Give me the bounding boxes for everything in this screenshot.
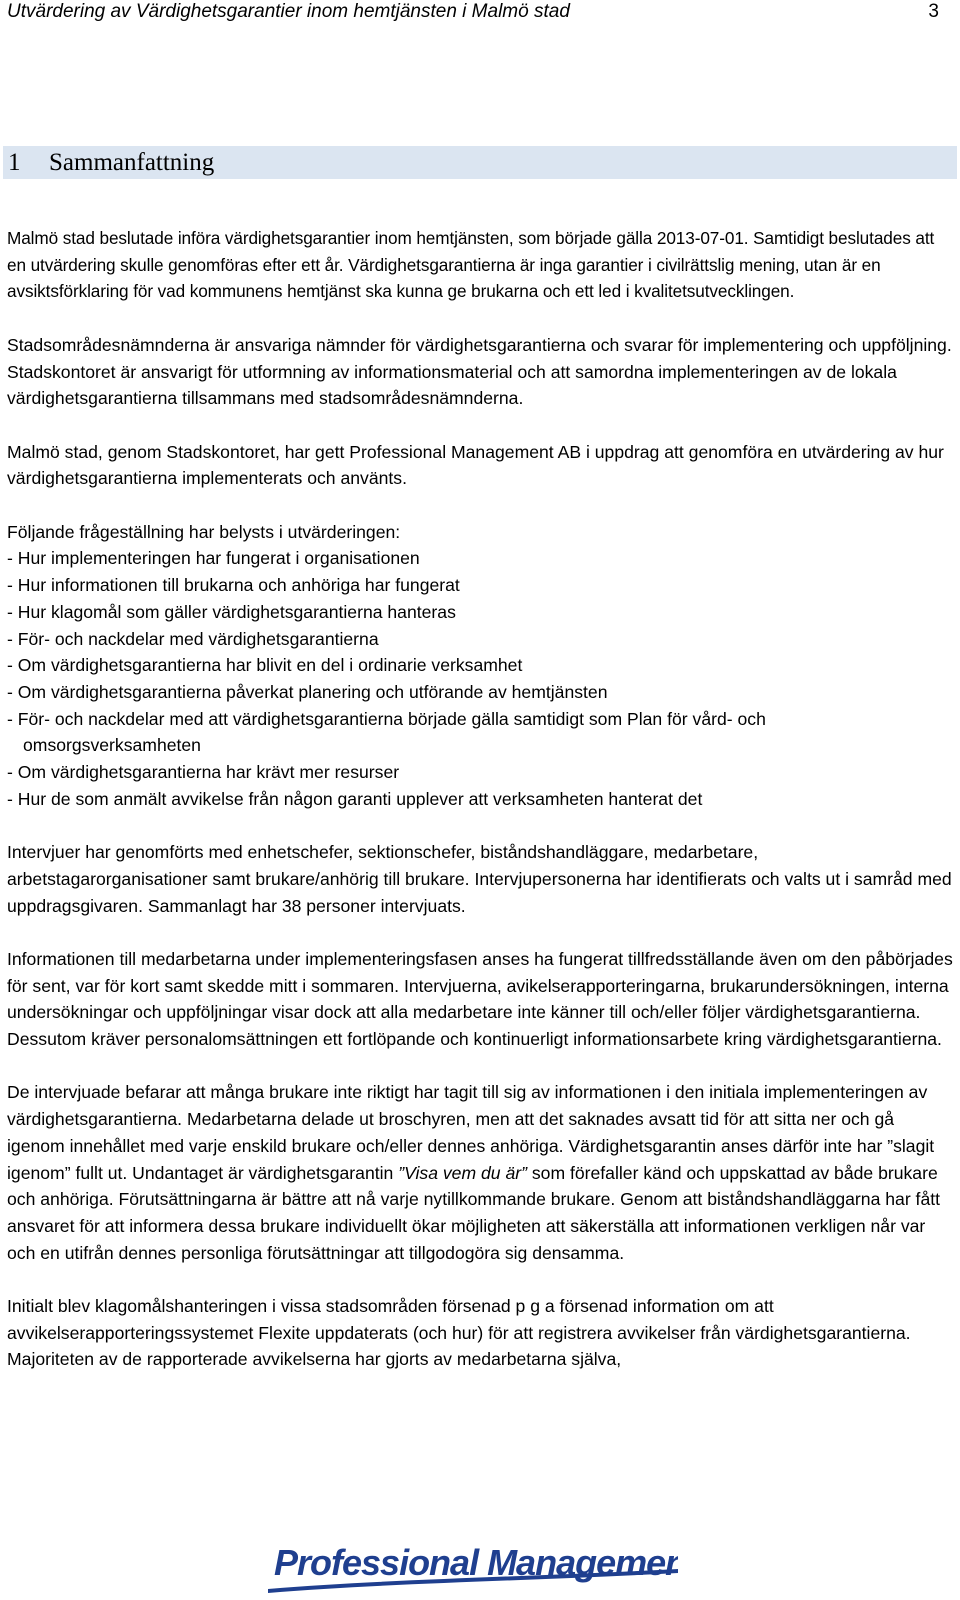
section-number: 1 <box>8 149 21 176</box>
paragraph-intro: Malmö stad beslutade införa värdighetsgarantier inom hemtjänsten, som började gälla 2013-07-01. Samtidigt beslutades att en utvärdering skulle genomföras efter ett år. Värdighetsgarantierna är inga garantier i civilrättslig mening, utan är en avsiktsförklaring för vad kommunens hemtjänst ska kunna ge brukarna och ett led i kvalitetsutvecklingen. <box>7 228 935 302</box>
paragraph-responsibility: Stadsområdesnämnderna är ansvariga nämnder för värdighetsgarantierna och svarar för implementering och uppföljning. Stadskontoret är ansvarigt för utformning av informationsmaterial och att samordna implementeringen av de lokala värdighetsgarantierna tillsammans med stadsområdesnämnderna. <box>7 334 952 409</box>
list-item: - Om värdighetsgarantierna påverkat planering och utförande av hemtjänsten <box>7 681 608 702</box>
list-item: - Hur informationen till brukarna och anhöriga har fungerat <box>7 575 460 596</box>
list-item: - Hur klagomål som gäller värdighetsgarantierna hanteras <box>7 601 456 622</box>
paragraph-users-text: De intervjuade befarar att många brukare inte riktigt har tagit till sig av informationen i den initiala implementeringen av värdighetsgarantierna. Medarbetarna delade ut broschyren, men att det saknades avsatt tid för att sitta ner och gå igenom innehållet med varje enskild brukare och/eller dennes anhöriga. Värdighetsgarantin anses därför inte har ”slagit igenom” fullt ut. Undantaget är värdighetsgarantin <box>7 1082 935 1183</box>
guarantee-name: ”Visa vem du är” <box>398 1162 527 1183</box>
questions-intro: Följande frågeställning har belysts i utvärderingen: <box>7 521 401 542</box>
page-number: 3 <box>928 1 939 22</box>
document-body <box>7 225 955 1373</box>
list-item: - För- och nackdelar med värdighetsgarantierna <box>7 628 379 649</box>
list-item: - För- och nackdelar med att värdighetsgarantierna började gälla samtidigt som Plan för vård- och <box>7 708 766 729</box>
paragraph-complaints: Initialt blev klagomålshanteringen i vissa stadsområden försenad p g a försenad information om att avvikelserapporteringssystemet Flexite uppdaterats (och hur) för att registrera avvikelser från värdighetsgarantierna. Majoriteten av de rapporterade avvikelserna har gjorts av medarbetarna själva, <box>7 1296 911 1370</box>
questions-list <box>7 545 955 812</box>
list-item: - Om värdighetsgarantierna har krävt mer resurser <box>7 762 400 783</box>
document-title: Utvärdering av Värdighetsgarantier inom hemtjänsten i Malmö stad <box>7 1 570 22</box>
section-heading <box>3 146 957 179</box>
section-title: Sammanfattning <box>49 149 215 176</box>
paragraph-users-text-cont: som förefaller känd och uppskattad av både brukare och anhöriga. Förutsättningarna är bättre att nå varje nytillkommande brukare. Genom att biståndshandläggarna har fått ansvaret för att informera dessa brukare individuellt ökar möjligheten att säkerställa att informationen verkligen når var och en utifrån dennes personliga förutsättningar att tillgodogöra sig densamma. <box>7 1162 941 1263</box>
paragraph-interviews: Intervjuer har genomförts med enhetschefer, sektionschefer, biståndshandläggare, medarbetare, arbetstagarorganisationer samt brukare/anhörig till brukare. Intervjupersonerna har identifierats och valts ut i samråd med uppdragsgivaren. Sammanlagt har 38 personer intervjuats. <box>7 842 952 916</box>
logo-graphic <box>268 1539 678 1595</box>
list-item: - Om värdighetsgarantierna har blivit en del i ordinarie verksamhet <box>7 655 523 676</box>
professional-management-logo <box>268 1539 678 1595</box>
list-item: - Hur implementeringen har fungerat i organisationen <box>7 548 420 569</box>
list-item: - Hur de som anmält avvikelse från någon garanti upplever att verksamheten hanterat det <box>7 788 703 809</box>
list-item-continuation: omsorgsverksamheten <box>23 735 201 756</box>
svg-text:Professional Management: Professional Management <box>274 1542 678 1583</box>
page-header <box>7 0 947 26</box>
paragraph-users <box>7 1079 955 1266</box>
paragraph-assignment: Malmö stad, genom Stadskontoret, har gett Professional Management AB i uppdrag att genomföra en utvärdering av hur värdighetsgarantierna implementerats och använts. <box>7 441 944 489</box>
paragraph-information: Informationen till medarbetarna under implementeringsfasen anses ha fungerat tillfredsställande även om den påbörjades för sent, var för kort samt skedde mitt i sommaren. Intervjuerna, avikelserapporteringarna, brukarundersökningen, interna undersökningar och uppföljningar visar dock att alla medarbetare inte känner till och/eller följer värdighetsgarantierna. Dessutom kräver personalomsättningen ett fortlöpande och kontinuerligt informationsarbete kring värdighetsgarantierna. <box>7 948 953 1050</box>
